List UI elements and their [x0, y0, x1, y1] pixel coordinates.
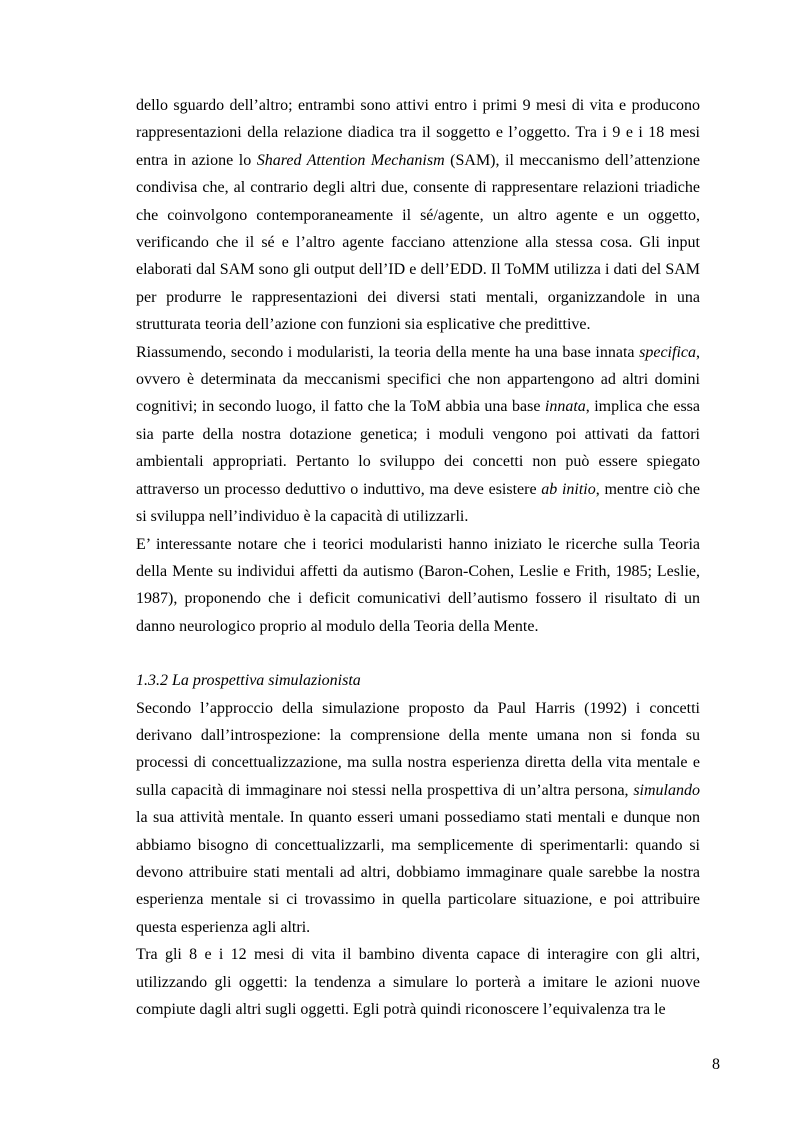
section-spacer	[136, 640, 700, 667]
text-span: , mentre ciò che si sviluppa nell’individuo è la capacità di utilizzarli.	[136, 480, 701, 526]
paragraph-infancy	[136, 941, 700, 1023]
page-body	[136, 92, 700, 1023]
italic-term: innata	[544, 398, 586, 416]
text-span: (SAM), il meccanismo dell’attenzione condivisa che, al contrario degli altri due, consente di rappresentare relazioni triadiche che coinvolgono contemporaneamente il sé/agente, un altro agente e un oggetto, verificando che il sé e l’altro agente facciano attenzione alla stessa cosa. Gli input elaborati dal SAM sono gli output dell’ID e dell’EDD. Il ToMM utilizza i dati del SAM per produrre le rappresentazioni dei diversi stati mentali, organizzandole in una strutturata teoria dell’azione con funzioni sia esplicative che predittive.	[136, 151, 700, 334]
text-span: la sua attività mentale. In quanto esseri umani possediamo stati mentali e dunque non abbiamo bisogno di concettualizzarli, ma semplicemente di sperimentarli: quando si devono attribuire stati mentali ad altri, dobbiamo immaginare quale sarebbe la nostra esperienza mentale si ci trovassimo in quella particolare situazione, e poi attribuire questa esperienza agli altri.	[136, 809, 700, 936]
section-heading: 1.3.2 La prospettiva simulazionista	[136, 672, 361, 690]
text-span: dello sguardo dell’altro; entrambi sono attivi entro i primi 9 mesi di vita e producono rappresentazioni della relazione diadica tra il soggetto e l’oggetto. Tra i 9 e i 18 mesi entra in azione lo	[136, 97, 700, 169]
paragraph-simulation	[136, 695, 700, 942]
text-span: , implica che essa sia parte della nostra dotazione genetica; i moduli vengono poi attivati da fattori ambientali appropriati. Pertanto lo sviluppo dei concetti non può essere spiegato attraverso un processo deduttivo o induttivo, ma deve esistere	[136, 398, 701, 498]
paragraph-mechanisms	[136, 92, 700, 339]
italic-term: ab initio	[541, 480, 596, 498]
text-span: Secondo l’approccio della simulazione proposto da Paul Harris (1992) i concetti derivano dall’introspezione: la comprensione della mente umana non si fonda su processi di concettualizzazione, ma sulla nostra esperienza diretta della vita mentale e sulla capacità di immaginare noi stessi nella prospettiva di un’altra persona,	[136, 699, 700, 799]
paragraph-summary	[136, 339, 700, 531]
text-span: Tra gli 8 e i 12 mesi di vita il bambino diventa capace di interagire con gli altri, utilizzando gli oggetti: la tendenza a simulare lo porterà a imitare le azioni nuove compiute dagli altri sugli oggetti. Egli potrà quindi riconoscere l’equivalenza tra le	[136, 946, 700, 1018]
paragraph-autism	[136, 531, 700, 641]
italic-term: Shared Attention Mechanism	[256, 151, 445, 169]
text-span: E’ interessante notare che i teorici modularisti hanno iniziato le ricerche sulla Teoria della Mente su individui affetti da autismo (Baron-Cohen, Leslie e Frith, 1985; Leslie, 1987), proponendo che i deficit comunicativi dell’autismo fossero il risultato di un danno neurologico proprio al modulo della Teoria della Mente.	[136, 535, 700, 635]
italic-term: specifica	[639, 343, 696, 361]
italic-term: simulando	[633, 781, 700, 799]
text-span: Riassumendo, secondo i modularisti, la teoria della mente ha una base innata	[136, 343, 640, 361]
page-number: 8	[712, 1056, 720, 1073]
text-span: , ovvero è determinata da meccanismi specifici che non appartengono ad altri domini cognitivi; in secondo luogo, il fatto che la ToM abbia una base	[136, 343, 700, 416]
